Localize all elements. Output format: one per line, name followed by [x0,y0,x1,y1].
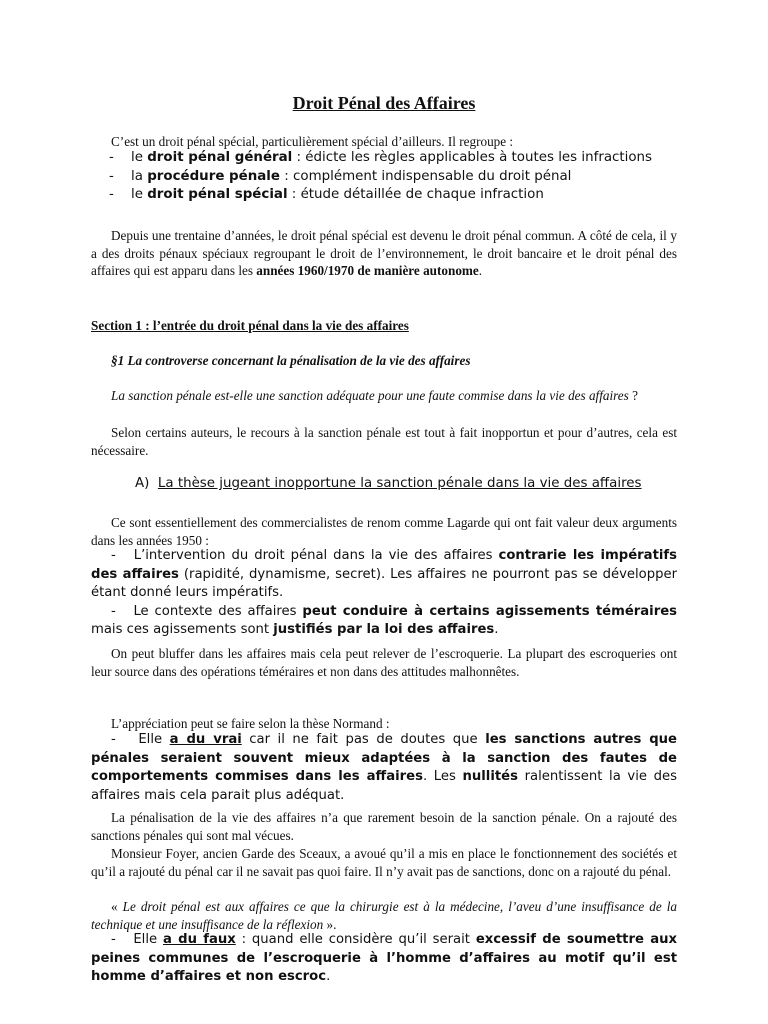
args-list [91,547,677,640]
paragraph-heading: §1 La controverse concernant la pénalisation de la vie des affaires [111,353,471,368]
normand-paragraph: L’appréciation peut se faire selon la thèse Normand : [111,716,390,731]
page-title: Droit Pénal des Affaires [292,93,476,113]
list-item-text: le droit pénal spécial : étude détaillée de chaque infraction [131,187,544,202]
list-item [91,149,677,168]
bullet-dash: - [109,150,114,165]
foyer-paragraph: Monsieur Foyer, ancien Garde des Sceaux, a avoué qu’il a mis en place le fonctionnement des sociétés et qu’il a rajouté du pénal car il ne savait pas quoi faire. Il n’y avait pas de sanctions, donc on a rajouté du pénal. [91,846,677,879]
intro-paragraph [91,133,677,151]
list-item: - L’intervention du droit pénal dans la vie des affaires contrarie les impératifs des affaires (rapidité, dynamisme, secret). Les affaires ne pourront pas se développer étant donné leurs impératifs. [91,548,677,600]
list-item [91,168,677,187]
vrai-list-item: - Elle a du vrai car il ne fait pas de doutes que les sanctions autres que pénales seraient souvent mieux adaptées à la sanction des fautes de comportements commises dans les affaires. Les nullités ralentissent la vie des affaires mais cela parait plus adéquat. [91,732,678,803]
regroupe-list [91,149,677,205]
penalisation-paragraph: La pénalisation de la vie des affaires n’a que rarement besoin de la sanction pénale. On a rajouté des sanctions pénales qui sont mal vécues. [91,810,677,843]
section-heading: Section 1 : l’entrée du droit pénal dans la vie des affaires [91,318,409,333]
bullet-dash: - [109,168,114,184]
list-item: - Le contexte des affaires peut conduire à certains agissements téméraires mais ces agissements sont justifiés par la loi des affaires. [91,603,677,637]
intro-text: C’est un droit pénal spécial, particulièrement spécial d’ailleurs. Il regroupe : [111,134,514,149]
list-item-text: le droit pénal général : édicte les règles applicables à toutes les infractions [131,150,653,165]
citation-paragraph: « Le droit pénal est aux affaires ce que la chirurgie est à la médecine, l’aveu d’une insuffisance de la technique et une insuffisance de la réflexion ». [91,899,677,932]
subsection-heading: A) La thèse jugeant inopportune la sanction pénale dans la vie des affaires [135,476,642,491]
paragraph-depuis: Depuis une trentaine d’années, le droit pénal spécial est devenu le droit pénal commun. A côté de cela, il y a des droits pénaux spéciaux regroupant le droit de l’environnement, le droit bancaire et le droit pénal des affaires qui est apparu dans les années 1960/1970 de manière autonome. [91,228,677,278]
faux-list-item: - Elle a du faux : quand elle considère qu’il serait excessif de soumettre aux peines communes de l’escroquerie à l’homme d’affaires au motif qu’il est homme d’affaires et non escroc. [91,932,677,984]
commercialistes-paragraph: Ce sont essentiellement des commercialistes de renom comme Lagarde qui ont fait valeur deux arguments dans les années 1950 : [91,515,677,548]
auteurs-paragraph: Selon certains auteurs, le recours à la sanction pénale est tout à fait inopportun et pour d’autres, cela est nécessaire. [91,425,677,458]
question-paragraph: La sanction pénale est-elle une sanction adéquate pour une faute commise dans la vie des affaires ? [111,388,638,403]
bullet-dash: - [109,187,114,202]
list-item-text: la procédure pénale : complément indispensable du droit pénal [131,168,572,184]
list-item [91,186,677,205]
bluffer-paragraph: On peut bluffer dans les affaires mais cela peut relever de l’escroquerie. La plupart des escroqueries ont leur source dans des opérations téméraires et non dans des attitudes malhonnêtes. [91,646,677,679]
